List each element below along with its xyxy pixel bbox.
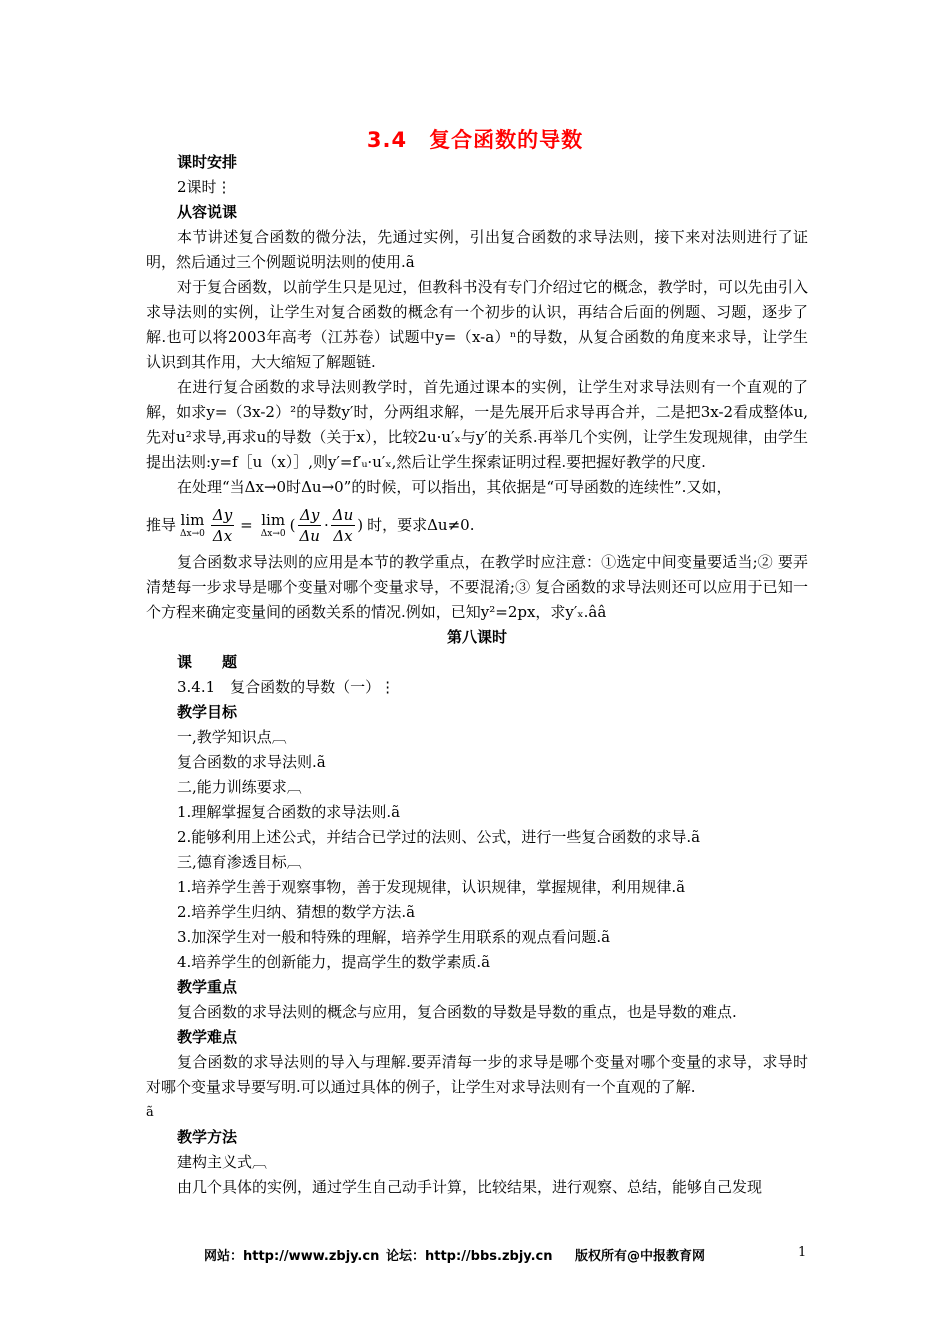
goal-2b: 2.能够利用上述公式，并结合已学过的法则、公式，进行一些复合函数的求导.ã — [177, 828, 701, 846]
heading-schedule: 课时安排 — [177, 153, 238, 171]
schedule-text: 2课时⋮ — [177, 178, 232, 196]
difficulty-mark: ã — [146, 1105, 154, 1120]
fraction-dy-dx — [211, 505, 234, 546]
limit-right — [261, 511, 286, 539]
formula-prefix: 推导 — [146, 515, 177, 534]
goal-3: 三,德育渗透目标︹ — [177, 853, 302, 871]
heading-topic: 课 题 — [177, 653, 238, 671]
footer-copyright: 版权所有@中报教育网 — [575, 1249, 706, 1264]
key-point-text: 复合函数的求导法则的概念与应用，复合函数的导数是导数的重点，也是导数的难点. — [177, 1003, 737, 1021]
topic-text: 3.4.1 复合函数的导数（一）⋮ — [177, 678, 396, 696]
paren-open: ( — [289, 515, 296, 534]
equals-sign: = — [240, 515, 253, 534]
heading-goals: 教学目标 — [177, 703, 238, 721]
dot-operator: · — [323, 515, 329, 534]
lim-subscript-2: Δx→0 — [260, 529, 286, 539]
formula-suffix: 时，要求Δu≠0. — [367, 515, 475, 534]
heading-difficulty: 教学难点 — [177, 1028, 238, 1046]
heading-method: 教学方法 — [177, 1128, 238, 1146]
heading-lesson: 第八课时 — [446, 628, 507, 646]
paragraph-3: 在进行复合函数的求导法则教学时，首先通过课本的实例，让学生对求导法则有一个直观的了解，如求y=（3x-2）²的导数y′时，分两组求解，一是先展开后求导再合并，二是把3x-2看成整体u,先对u²求导,再求u的导数（关于x），比较2u·u′ₓ与y′的关系.再举几个实例，让学生发现规律，由学生提出法则:y=f［u（x）］,则y′=f′ᵤ·u′ₓ,然后让学生探索证明过程.要把握好教学的尺度. — [146, 378, 808, 471]
document-body — [146, 150, 808, 1200]
goal-3c: 3.加深学生对一般和特殊的理解，培养学生用联系的观点看问题.ã — [177, 928, 611, 946]
denominator-dx: Δx — [212, 526, 233, 545]
method-2: 由几个具体的实例，通过学生自己动手计算，比较结果，进行观察、总结，能够自己发现 — [177, 1178, 763, 1196]
goal-1: 一,教学知识点︹ — [177, 728, 287, 746]
goal-1a: 复合函数的求导法则.ã — [177, 753, 326, 771]
heading-key-point: 教学重点 — [177, 978, 238, 996]
fraction-du-dx — [331, 505, 356, 546]
goal-3a: 1.培养学生善于观察事物，善于发现规律，认识规律，掌握规律，利用规律.ã — [177, 878, 686, 896]
goal-3d: 4.培养学生的创新能力，提高学生的数学素质.ã — [177, 953, 491, 971]
method-1: 建构主义式︹ — [177, 1153, 268, 1171]
numerator-dy-2: Δy — [300, 505, 320, 524]
goal-2: 二,能力训练要求︹ — [177, 778, 302, 796]
numerator-dy: Δy — [212, 505, 233, 524]
goal-2a: 1.理解掌握复合函数的求导法则.ã — [177, 803, 401, 821]
footer-website: 网站：http://www.zbjy.cn — [204, 1249, 380, 1264]
denominator-du: Δu — [299, 526, 320, 545]
denominator-dx-2: Δx — [333, 526, 353, 545]
footer-forum: 论坛：http://bbs.zbjy.cn — [386, 1249, 553, 1264]
limit-formula — [146, 500, 808, 550]
lim-subscript: Δx→0 — [180, 529, 205, 539]
lim-word: lim — [180, 511, 205, 529]
document-title: 3.4 复合函数的导数 — [366, 128, 584, 152]
limit-left — [180, 511, 205, 539]
paragraph-2: 对于复合函数，以前学生只是见过，但教科书没有专门介绍过它的概念，教学时，可以先由引入求导法则的实例，让学生对复合函数的概念有一个初步的认识，再结合后面的例题、习题，逐步了解.也可以将2003年高考（江苏卷）试题中y=（x-a）ⁿ的导数，从复合函数的角度来求导，让学生认识到其作用，大大缩短了解题链. — [146, 278, 808, 371]
fraction-dy-du — [297, 505, 322, 546]
paragraph-1: 本节讲述复合函数的微分法，先通过实例，引出复合函数的求导法则，接下来对法则进行了证明，然后通过三个例题说明法则的使用.ã — [146, 228, 808, 271]
paragraph-5: 复合函数求导法则的应用是本节的教学重点，在教学时应注意：①选定中间变量要适当;② 要弄清楚每一步求导是哪个变量对哪个变量求导，不要混淆;③ 复合函数的求导法则还可以应用于已知一个方程来确定变量间的函数关系的情况.例如，已知y²=2px，求y′ₓ.ââ — [146, 553, 808, 621]
heading-intro: 从容说课 — [177, 203, 238, 221]
page-footer — [0, 1245, 950, 1269]
paren-close: ) — [357, 515, 364, 534]
page-number: 1 — [798, 1245, 807, 1260]
difficulty-text: 复合函数的求导法则的导入与理解.要弄清每一步的求导是哪个变量对哪个变量的求导，求导时对哪个变量求导要写明.可以通过具体的例子，让学生对求导法则有一个直观的了解. — [146, 1053, 808, 1096]
lim-word-2: lim — [261, 511, 286, 529]
paragraph-4: 在处理“当Δx→0时Δu→0”的时候，可以指出，其依据是“可导函数的连续性”.又如， — [177, 478, 732, 496]
goal-3b: 2.培养学生归纳、猜想的数学方法.ã — [177, 903, 416, 921]
numerator-du: Δu — [332, 505, 354, 524]
